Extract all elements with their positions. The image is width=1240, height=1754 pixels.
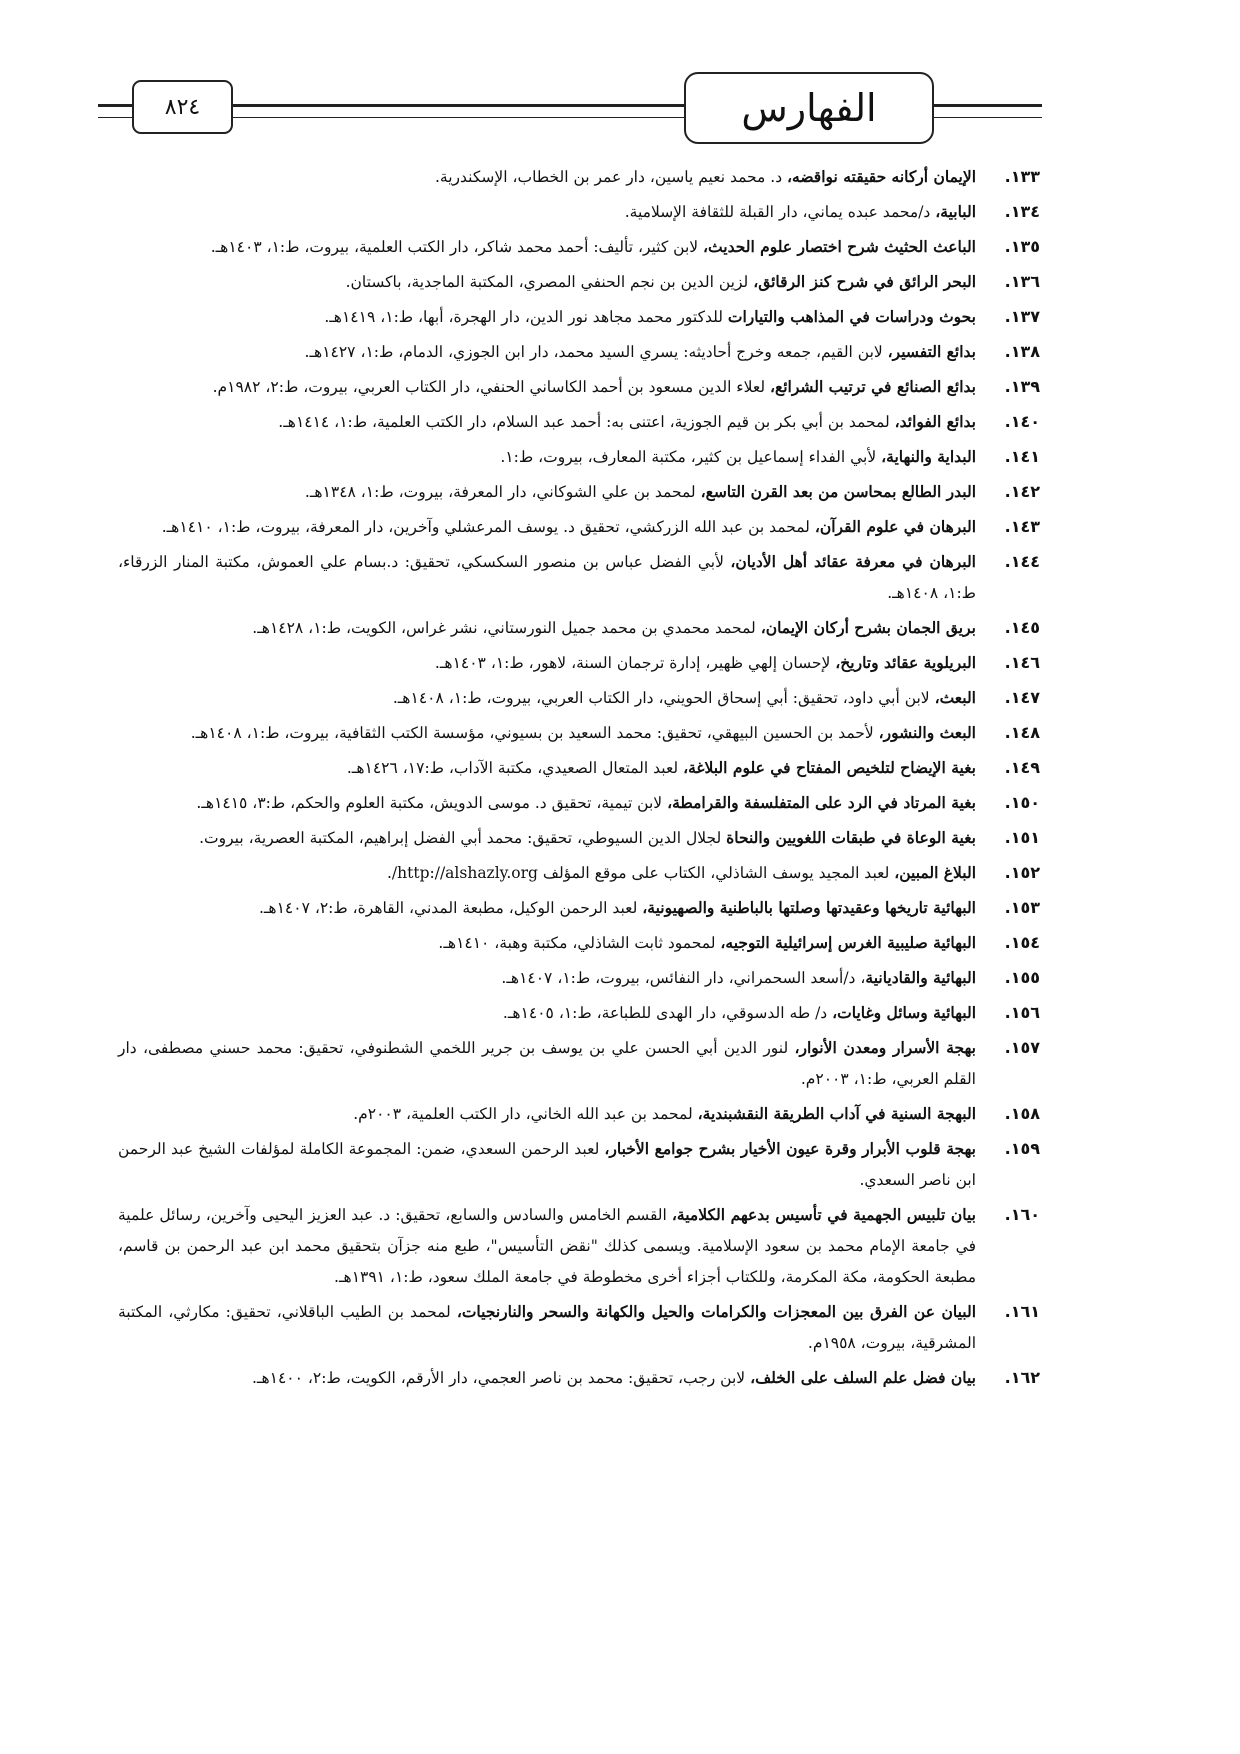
entry-details: لمحمد محمدي بن محمد جميل النورستاني، نشر غراس، الكويت، ط:١، ١٤٢٨هـ. xyxy=(252,619,761,637)
entry-number: ١٤٤. xyxy=(1004,552,1040,571)
entry-title: البعث، xyxy=(934,688,976,707)
entry-number: ١٤٠. xyxy=(1004,412,1040,431)
entry-details: لابن كثير، تأليف: أحمد محمد شاكر، دار الكتب العلمية، بيروت، ط:١، ١٤٠٣هـ. xyxy=(210,238,704,256)
list-item xyxy=(118,546,1040,609)
entry-title: البدر الطالع بمحاسن من بعد القرن التاسع، xyxy=(700,482,976,501)
bibliography-list xyxy=(118,161,1040,1397)
list-item xyxy=(118,266,1040,298)
entry-number: ١٤٥. xyxy=(1004,618,1040,637)
entry-number: ١٥٩. xyxy=(1004,1139,1040,1158)
entry-number: ١٥١. xyxy=(1004,828,1040,847)
entry-details: د. محمد نعيم ياسين، دار عمر بن الخطاب، الإسكندرية. xyxy=(435,168,788,186)
entry-number: ١٥٦. xyxy=(1004,1003,1040,1022)
entry-details: لعبد المتعال الصعيدي، مكتبة الآداب، ط:١٧، ١٤٢٦هـ. xyxy=(346,759,684,777)
entry-title: الإيمان أركانه حقيقته نواقضه، xyxy=(787,167,976,186)
entry-details: لعبد الرحمن الوكيل، مطبعة المدني، القاهرة، ط:٢، ١٤٠٧هـ. xyxy=(258,899,643,917)
entry-title: البهائية صليبية الغرس إسرائيلية التوجيه، xyxy=(720,933,976,952)
list-item xyxy=(118,336,1040,368)
entry-number: ١٣٧. xyxy=(1004,307,1040,326)
entry-details: لمحمود ثابت الشاذلي، مكتبة وهبة، ١٤١٠هـ. xyxy=(438,934,721,952)
list-item xyxy=(118,196,1040,228)
entry-number: ١٤٩. xyxy=(1004,758,1040,777)
entry-details: د/ طه الدسوقي، دار الهدى للطباعة، ط:١، ١٤٠٥هـ. xyxy=(502,1004,833,1022)
entry-details: للدكتور محمد مجاهد نور الدين، دار الهجرة، أبها، ط:١، ١٤١٩هـ. xyxy=(324,308,728,326)
entry-details: لزين الدين بن نجم الحنفي المصري، المكتبة الماجدية، باكستان. xyxy=(345,273,754,291)
entry-details: لابن أبي داود، تحقيق: أبي إسحاق الحويني، دار الكتاب العربي، بيروت، ط:١، ١٤٠٨هـ. xyxy=(392,689,935,707)
header-rule-left xyxy=(98,104,132,118)
entry-details: لجلال الدين السيوطي، تحقيق: محمد أبي الفضل إبراهيم، المكتبة العصرية، بيروت. xyxy=(199,829,727,847)
entry-title: بريق الجمان بشرح أركان الإيمان، xyxy=(760,618,976,637)
list-item xyxy=(118,682,1040,714)
list-item xyxy=(118,161,1040,193)
entry-details: لنور الدين أبي الحسن علي بن يوسف بن جرير اللخمي الشطنوفي، تحقيق: محمد حسني مصطفى، دار القلم العربي، ط:١، ٢٠٠٣م. xyxy=(118,1039,976,1088)
list-item xyxy=(118,1133,1040,1196)
list-item xyxy=(118,647,1040,679)
entry-number: ١٣٥. xyxy=(1004,237,1040,256)
list-item xyxy=(118,822,1040,854)
entry-number: ١٥٢. xyxy=(1004,863,1040,882)
entry-details: د/محمد عبده يماني، دار القبلة للثقافة الإسلامية. xyxy=(624,203,936,221)
entry-title: بغية الوعاة في طبقات اللغويين والنحاة xyxy=(726,828,976,847)
list-item xyxy=(118,1098,1040,1130)
entry-title: البحر الرائق في شرح كنز الرقائق، xyxy=(753,272,976,291)
entry-title: بغية الإيضاح لتلخيص المفتاح في علوم البلاغة، xyxy=(683,758,976,777)
entry-title: البلاغ المبين، xyxy=(894,863,976,882)
entry-details: لأحمد بن الحسين البيهقي، تحقيق: محمد السعيد بن بسيوني، مؤسسة الكتب الثقافية، بيروت، ط:١، ١٤٠٨هـ. xyxy=(190,724,879,742)
entry-title: بدائع التفسير، xyxy=(887,342,976,361)
entry-number: ١٣٩. xyxy=(1004,377,1040,396)
entry-title: البهجة السنية في آداب الطريقة النقشبندية، xyxy=(697,1104,976,1123)
entry-title: البهائية وسائل وغايات، xyxy=(832,1003,976,1022)
entry-number: ١٦٢. xyxy=(1004,1368,1040,1387)
entry-number: ١٣٦. xyxy=(1004,272,1040,291)
entry-number: ١٣٨. xyxy=(1004,342,1040,361)
entry-number: ١٦١. xyxy=(1004,1302,1040,1321)
list-item xyxy=(118,857,1040,889)
list-item xyxy=(118,997,1040,1029)
list-item xyxy=(118,1199,1040,1293)
entry-details: لمحمد بن الطيب الباقلاني، تحقيق: مكارثي، المكتبة المشرقية، بيروت، ١٩٥٨م. xyxy=(118,1303,976,1352)
list-item xyxy=(118,371,1040,403)
entry-number: ١٤٢. xyxy=(1004,482,1040,501)
list-item xyxy=(118,441,1040,473)
entry-details: لعلاء الدين مسعود بن أحمد الكاساني الحنفي، دار الكتاب العربي، بيروت، ط:٢، ١٩٨٢م. xyxy=(212,378,770,396)
entry-title: البهائية تاريخها وعقيدتها وصلتها بالباطنية والصهيونية، xyxy=(642,898,976,917)
entry-title: بدائع الفوائد، xyxy=(894,412,976,431)
entry-details: لإحسان إلهي ظهير، إدارة ترجمان السنة، لاهور، ط:١، ١٤٠٣هـ. xyxy=(434,654,836,672)
list-item xyxy=(118,231,1040,263)
entry-number: ١٤٨. xyxy=(1004,723,1040,742)
entry-number: ١٣٤. xyxy=(1004,202,1040,221)
list-item xyxy=(118,717,1040,749)
list-item xyxy=(118,752,1040,784)
entry-details: لمحمد بن عبد الله الزركشي، تحقيق د. يوسف المرعشلي وآخرين، دار المعرفة، بيروت، ط:١، ١٤١٠هـ. xyxy=(161,518,815,536)
entry-title: بهجة قلوب الأبرار وقرة عيون الأخيار بشرح جوامع الأخبار، xyxy=(604,1139,976,1158)
entry-number: ١٥٧. xyxy=(1004,1038,1040,1057)
entry-details: لأبي الفداء إسماعيل بن كثير، مكتبة المعارف، بيروت، ط:١. xyxy=(500,448,882,466)
entry-title: الباعث الحثيث شرح اختصار علوم الحديث، xyxy=(703,237,976,256)
entry-number: ١٤٣. xyxy=(1004,517,1040,536)
list-item xyxy=(118,301,1040,333)
entry-title: البرهان في علوم القرآن، xyxy=(814,517,976,536)
entry-title: البرهان في معرفة عقائد أهل الأديان، xyxy=(730,552,976,571)
entry-number: ١٤٧. xyxy=(1004,688,1040,707)
entry-details: لابن القيم، جمعه وخرج أحاديثه: يسري السيد محمد، دار ابن الجوزي، الدمام، ط:١، ١٤٢٧هـ. xyxy=(304,343,888,361)
page-header xyxy=(0,0,1240,150)
page-number: ٨٢٤ xyxy=(132,80,233,134)
page-title: الفهارس xyxy=(684,72,934,144)
entry-details: لمحمد بن عبد الله الخاني، دار الكتب العلمية، ٢٠٠٣م. xyxy=(353,1105,698,1123)
entry-title: بهجة الأسرار ومعدن الأنوار، xyxy=(794,1038,976,1057)
entry-title: البهائية والقاديانية xyxy=(865,968,976,987)
entry-number: ١٥٠. xyxy=(1004,793,1040,812)
entry-title: بغية المرتاد في الرد على المتفلسفة والقرامطة، xyxy=(667,793,976,812)
entry-details: لعبد المجيد يوسف الشاذلي، الكتاب على موقع المؤلف http://alshazly.org/. xyxy=(387,864,895,882)
list-item xyxy=(118,892,1040,924)
entry-details: لمحمد بن علي الشوكاني، دار المعرفة، بيروت، ط:١، ١٣٤٨هـ. xyxy=(304,483,701,501)
entry-details: ، د/أسعد السحمراني، دار النفائس، بيروت، ط:١، ١٤٠٧هـ. xyxy=(501,969,866,987)
entry-title: البريلوية عقائد وتاريخ، xyxy=(835,653,976,672)
entry-title: بحوث ودراسات في المذاهب والتيارات xyxy=(727,307,976,326)
entry-details: القسم الخامس والسادس والسابع، تحقيق: د. عبد العزيز اليحيى وآخرين، رسائل علمية في جامعة الإمام محمد بن سعود الإسلامية. ويسمى كذلك "نقض التأسيس"، طبع منه جزآن بتحقيق محمد ابن عبد الرحمن بن قاسم، مطبعة الحكومة، مكة المكرمة، وللكتاب أجزاء أخرى مخطوطة في جامعة الملك سعود، ط:١، ١٣٩١هـ. xyxy=(118,1206,976,1286)
list-item xyxy=(118,962,1040,994)
list-item xyxy=(118,1296,1040,1359)
entry-title: البعث والنشور، xyxy=(878,723,976,742)
list-item xyxy=(118,1362,1040,1394)
entry-title: بيان تلبيس الجهمية في تأسيس بدعهم الكلامية، xyxy=(671,1205,976,1224)
entry-title: البداية والنهاية، xyxy=(881,447,976,466)
entry-number: ١٤١. xyxy=(1004,447,1040,466)
entry-details: لابن تيمية، تحقيق د. موسى الدويش، مكتبة العلوم والحكم، ط:٣، ١٤١٥هـ. xyxy=(196,794,668,812)
entry-title: البابية، xyxy=(935,202,976,221)
entry-details: لمحمد بن أبي بكر بن قيم الجوزية، اعتنى به: أحمد عبد السلام، دار الكتب العلمية، ط:١، ١٤١٤هـ. xyxy=(278,413,895,431)
entry-title: بيان فضل علم السلف على الخلف، xyxy=(750,1368,976,1387)
entry-number: ١٥٤. xyxy=(1004,933,1040,952)
list-item xyxy=(118,1032,1040,1095)
entry-number: ١٣٣. xyxy=(1004,167,1040,186)
entry-title: بدائع الصنائع في ترتيب الشرائع، xyxy=(769,377,976,396)
entry-number: ١٦٠. xyxy=(1004,1205,1040,1224)
list-item xyxy=(118,612,1040,644)
entry-number: ١٥٨. xyxy=(1004,1104,1040,1123)
list-item xyxy=(118,406,1040,438)
list-item xyxy=(118,927,1040,959)
list-item xyxy=(118,476,1040,508)
entry-number: ١٤٦. xyxy=(1004,653,1040,672)
header-rule-right xyxy=(930,104,1042,118)
entry-title: البيان عن الفرق بين المعجزات والكرامات والحيل والكهانة والسحر والنارنجيات، xyxy=(456,1302,976,1321)
entry-details: لعبد الرحمن السعدي، ضمن: المجموعة الكاملة لمؤلفات الشيخ عبد الرحمن ابن ناصر السعدي. xyxy=(118,1140,976,1189)
entry-number: ١٥٣. xyxy=(1004,898,1040,917)
entry-details: لأبي الفضل عباس بن منصور السكسكي، تحقيق: د.بسام علي العموش، مكتبة المنار الزرقاء، ط:١، ١٤٠٨هـ. xyxy=(118,553,976,602)
entry-details: لابن رجب، تحقيق: محمد بن ناصر العجمي، دار الأرقم، الكويت، ط:٢، ١٤٠٠هـ. xyxy=(252,1369,751,1387)
header-rule-middle xyxy=(229,104,684,118)
entry-number: ١٥٥. xyxy=(1004,968,1040,987)
list-item xyxy=(118,511,1040,543)
list-item xyxy=(118,787,1040,819)
